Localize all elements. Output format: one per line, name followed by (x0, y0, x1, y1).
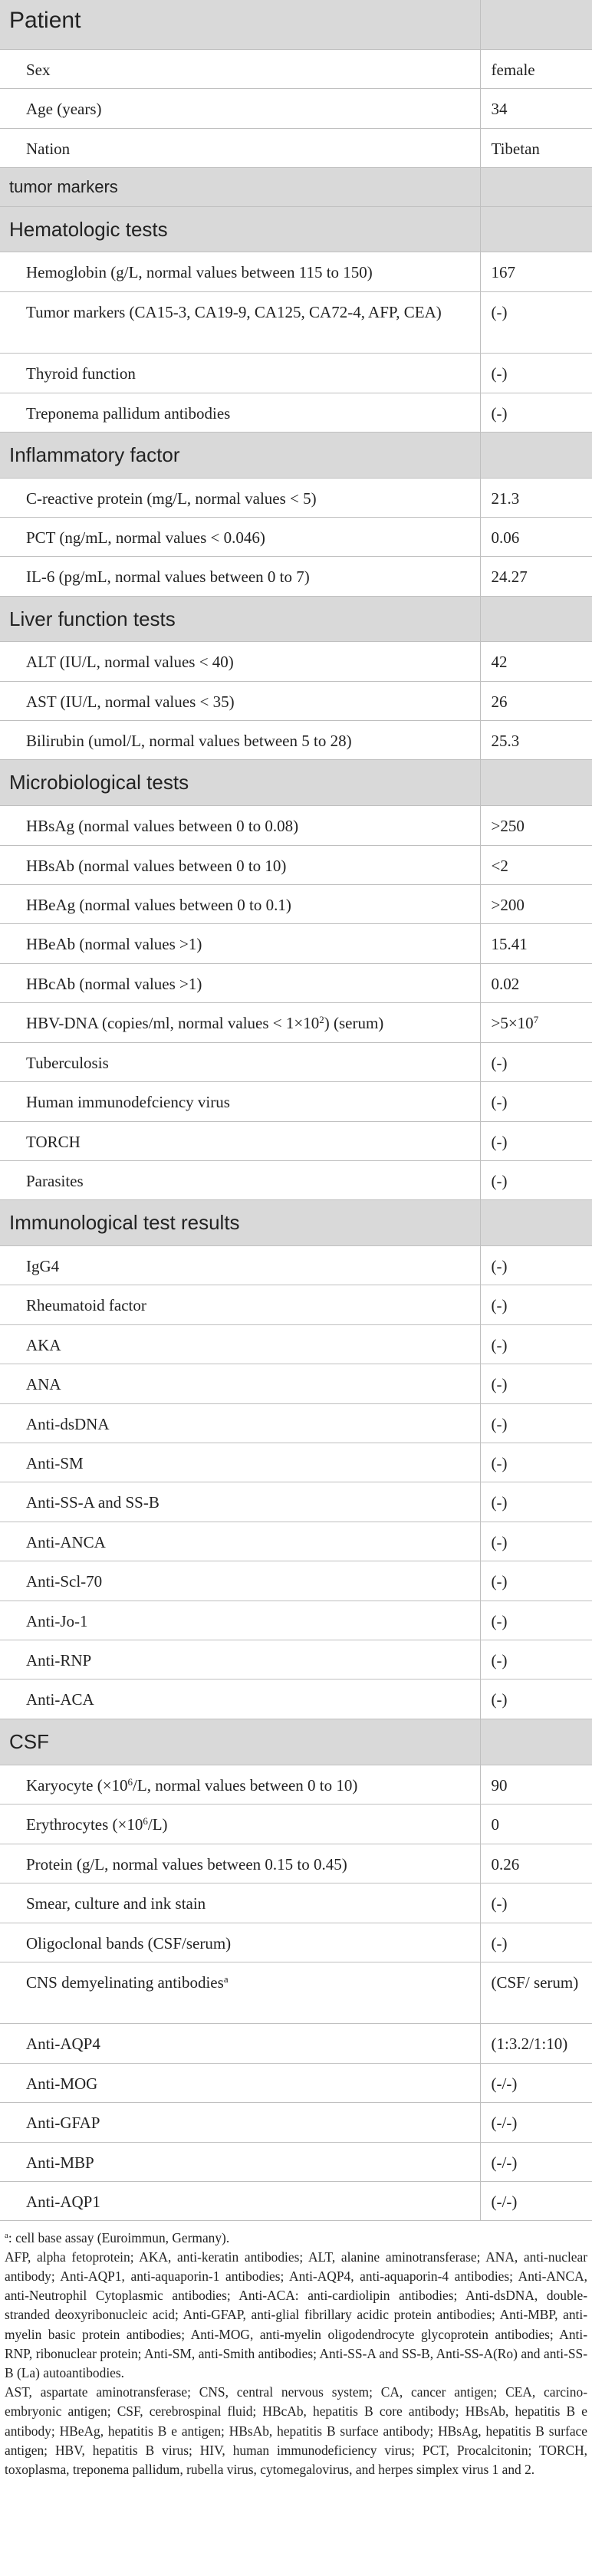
result-value: (-/-) (491, 2074, 518, 2093)
result-value-cell (480, 963, 592, 1002)
result-value: (-/-) (491, 2192, 518, 2211)
test-name-cell (0, 393, 480, 432)
test-name-cell (0, 128, 480, 167)
table-row (0, 1443, 592, 1482)
test-name: HBeAb (normal values >1) (26, 934, 202, 953)
section-header-csf (0, 1719, 592, 1765)
test-name-cell (0, 805, 480, 845)
result-value: (-) (491, 1414, 508, 1433)
table-row (0, 1364, 592, 1403)
table-row (0, 1482, 592, 1522)
section-title: Liver function tests (0, 596, 480, 641)
table-row (0, 556, 592, 596)
result-value-cell (480, 1121, 592, 1160)
table-row (0, 1285, 592, 1324)
test-name-cell (0, 1042, 480, 1081)
test-name: Tumor markers (CA15-3, CA19-9, CA125, CA72-4, AFP, CEA) (26, 302, 442, 321)
test-name: Smear, culture and ink stain (26, 1893, 206, 1913)
test-name: Anti-AQP1 (26, 2192, 100, 2211)
test-name: C-reactive protein (mg/L, normal values < 5) (26, 489, 317, 508)
table-row (0, 1160, 592, 1199)
test-name-cell (0, 252, 480, 291)
test-name: IL-6 (pg/mL, normal values between 0 to 7) (26, 567, 310, 586)
test-name: IgG4 (26, 1256, 60, 1275)
test-name-cell (0, 963, 480, 1002)
test-name: Anti-SM (26, 1453, 84, 1472)
table-row (0, 1403, 592, 1443)
table-row (0, 1324, 592, 1364)
result-value: (-) (491, 1132, 508, 1151)
result-value-cell (480, 2063, 592, 2102)
table-row (0, 1081, 592, 1121)
table-row (0, 1002, 592, 1042)
test-name-cell (0, 2142, 480, 2181)
result-value-cell (480, 1923, 592, 1962)
result-value: (-/-) (491, 2113, 518, 2132)
table-row (0, 2102, 592, 2142)
result-value-cell (480, 1482, 592, 1522)
result-value-cell (480, 641, 592, 681)
result-value: (-) (491, 1571, 508, 1591)
table-row (0, 2023, 592, 2063)
table-row (0, 1923, 592, 1962)
result-value: (-) (491, 1611, 508, 1630)
result-value-cell (480, 1002, 592, 1042)
test-name-cell (0, 49, 480, 88)
test-name-cell (0, 478, 480, 517)
result-value: (-) (491, 403, 508, 423)
test-name: Anti-RNP (26, 1650, 92, 1670)
result-value-cell (480, 88, 592, 128)
result-value-cell (480, 923, 592, 963)
test-name: Karyocyte (×10 (26, 1775, 128, 1795)
result-value-cell (480, 1765, 592, 1804)
test-name: Anti-Scl-70 (26, 1571, 103, 1591)
test-name-cell (0, 1883, 480, 1923)
test-name-cell (0, 641, 480, 681)
result-value-cell (480, 884, 592, 923)
test-name: ANA (26, 1374, 61, 1393)
result-value: <2 (491, 856, 508, 875)
test-name-cell (0, 291, 480, 353)
test-name: Human immunodefciency virus (26, 1092, 230, 1111)
section-title: tumor markers (0, 167, 480, 206)
test-name: Treponema pallidum antibodies (26, 403, 231, 423)
result-value: 42 (491, 652, 508, 671)
table-row (0, 963, 592, 1002)
test-name: AST (IU/L, normal values < 35) (26, 692, 235, 711)
section-title: CSF (0, 1719, 480, 1765)
result-value: (-) (491, 1893, 508, 1913)
test-name-cell (0, 845, 480, 884)
result-value-cell (480, 720, 592, 759)
result-value: 0 (491, 1814, 499, 1834)
test-name-cell (0, 2063, 480, 2102)
test-name-cell (0, 1640, 480, 1679)
section-title: Microbiological tests (0, 759, 480, 805)
result-value: (-) (491, 1689, 508, 1709)
test-name: CNS demyelinating antibodies (26, 1972, 224, 1992)
test-name: Bilirubin (umol/L, normal values between 5 to 28) (26, 731, 352, 750)
test-name: TORCH (26, 1132, 81, 1151)
test-name-cell (0, 1962, 480, 2023)
result-value-cell (480, 845, 592, 884)
test-name: HBcAb (normal values >1) (26, 974, 202, 993)
test-name-superscript: 6 (143, 1814, 148, 1827)
test-name-cell (0, 1482, 480, 1522)
result-value: >5×10 (491, 1013, 534, 1032)
test-name-cell (0, 556, 480, 596)
section-header-blank (480, 1719, 592, 1765)
test-name-cell (0, 923, 480, 963)
test-name: Anti-GFAP (26, 2113, 100, 2132)
result-value-cell (480, 1679, 592, 1719)
result-value-cell (480, 556, 592, 596)
result-value: (CSF/ serum) (491, 1972, 579, 1992)
footnote-a (5, 2229, 587, 2248)
test-name: Age (years) (26, 99, 102, 118)
result-value-cell (480, 2023, 592, 2063)
result-value-cell (480, 252, 592, 291)
table-row (0, 805, 592, 845)
table-row (0, 1042, 592, 1081)
section-header-blank (480, 596, 592, 641)
table-row (0, 2142, 592, 2181)
test-name-cell (0, 2102, 480, 2142)
result-value: (-) (491, 1374, 508, 1393)
test-name-suffix: /L) (147, 1814, 168, 1834)
result-value-cell (480, 1245, 592, 1285)
result-value-cell (480, 1285, 592, 1324)
test-name-cell (0, 1324, 480, 1364)
section-header-blank (480, 759, 592, 805)
result-value-cell (480, 393, 592, 432)
result-value: (-) (491, 1335, 508, 1354)
test-name: HBV-DNA (copies/ml, normal values < 1×10 (26, 1013, 320, 1032)
result-value: 167 (491, 262, 515, 281)
section-header-blank (480, 167, 592, 206)
table-row (0, 1601, 592, 1640)
result-value: 0.06 (491, 528, 520, 547)
table-row (0, 2063, 592, 2102)
section-header-patient (0, 0, 592, 49)
test-name: Parasites (26, 1171, 84, 1190)
section-header-blank (480, 0, 592, 49)
footnote-a-text: : cell base assay (Euroimmun, Germany). (8, 2229, 230, 2245)
result-value: (-) (491, 1933, 508, 1953)
test-name: Anti-Jo-1 (26, 1611, 88, 1630)
section-header-blank (480, 1199, 592, 1245)
test-name: Anti-ACA (26, 1689, 94, 1709)
abbreviations-part-1: AFP, alpha fetoprotein; AKA, anti-keratin antibodies; ALT, alanine aminotransferase; ANA, anti-nuclear antibody; Anti-AQP1, anti-aquaporin-1 antibodies; Anti-AQP4, anti-aquaporin-4 antibodies; Anti-ANCA, anti-Neutrophil Cytoplasmic antibodies; Anti-ACA: anti-cardiolipin antibodies; Anti-dsDNA, double-stranded deoxyribonucleic acid; Anti-GFAP, anti-glial fibrillary acidic protein antibodies; Anti-MBP, anti-myelin basic protein antibodies; Anti-MOG, anti-myelin oligodendrocyte glycoprotein antibodies; Anti- RNP, ribonuclear protein; Anti-SM, anti-Smith antibodies; Anti-SS-A and SS-B, Anti-SS-A(Ro) and anti-SS-B (La) autoantibodies. (5, 2249, 587, 2380)
table-row (0, 1640, 592, 1679)
result-value-cell (480, 1403, 592, 1443)
test-name-cell (0, 1160, 480, 1199)
test-name-cell (0, 353, 480, 393)
result-value: >200 (491, 895, 525, 914)
test-name: Anti-dsDNA (26, 1414, 110, 1433)
result-value-cell (480, 1324, 592, 1364)
test-name-superscript: 2 (319, 1013, 324, 1025)
test-name: Anti-SS-A and SS-B (26, 1492, 160, 1512)
test-name-suffix: ) (serum) (324, 1013, 384, 1032)
test-name-cell (0, 1765, 480, 1804)
result-value: (-) (491, 1295, 508, 1314)
test-name: Anti-MOG (26, 2074, 98, 2093)
result-value: (-) (491, 1492, 508, 1512)
result-value: (-/-) (491, 2153, 518, 2172)
test-name: Nation (26, 139, 71, 158)
test-name-superscript: 6 (127, 1775, 133, 1788)
result-value-cell (480, 291, 592, 353)
result-value: 26 (491, 692, 508, 711)
section-header-hematologic-tests (0, 206, 592, 252)
test-name-cell (0, 681, 480, 720)
result-value: (-) (491, 1256, 508, 1275)
test-name-cell (0, 1403, 480, 1443)
test-name-cell (0, 1679, 480, 1719)
test-name: Erythrocytes (×10 (26, 1814, 143, 1834)
result-value: 90 (491, 1775, 508, 1795)
table-row (0, 1804, 592, 1844)
result-value-cell (480, 49, 592, 88)
result-value: Tibetan (491, 139, 540, 158)
result-value-cell (480, 805, 592, 845)
test-name-cell (0, 1245, 480, 1285)
test-name-cell (0, 1923, 480, 1962)
result-value-cell (480, 1883, 592, 1923)
table-row (0, 353, 592, 393)
result-value: female (491, 60, 535, 79)
test-name: Tuberculosis (26, 1053, 109, 1072)
result-value-cell (480, 1844, 592, 1883)
result-value-cell (480, 681, 592, 720)
test-name-cell (0, 1002, 480, 1042)
table-row (0, 720, 592, 759)
table-row (0, 884, 592, 923)
result-value-cell (480, 1042, 592, 1081)
result-value-cell (480, 1160, 592, 1199)
test-name-cell (0, 1443, 480, 1482)
test-name-superscript: a (223, 1972, 229, 1985)
test-name-cell (0, 720, 480, 759)
test-name-cell (0, 517, 480, 556)
result-value: 21.3 (491, 489, 520, 508)
result-value: (-) (491, 1053, 508, 1072)
table-row (0, 2181, 592, 2220)
result-value: 34 (491, 99, 508, 118)
section-header-blank (480, 432, 592, 478)
result-value-cell (480, 1443, 592, 1482)
table-row (0, 128, 592, 167)
result-value-cell (480, 2142, 592, 2181)
test-name-cell (0, 2181, 480, 2220)
result-value: 24.27 (491, 567, 528, 586)
table-row (0, 478, 592, 517)
test-name-suffix: /L, normal values between 0 to 10) (133, 1775, 358, 1795)
test-name-cell (0, 1844, 480, 1883)
result-value-cell (480, 128, 592, 167)
test-name: AKA (26, 1335, 61, 1354)
section-title: Hematologic tests (0, 206, 480, 252)
table-row (0, 1962, 592, 2023)
result-value: (1:3.2/1:10) (491, 2034, 568, 2053)
test-name-cell (0, 884, 480, 923)
result-value: (-) (491, 1171, 508, 1190)
test-name: Protein (g/L, normal values between 0.15 to 0.45) (26, 1854, 347, 1874)
result-value: 0.02 (491, 974, 520, 993)
table-row (0, 88, 592, 128)
section-header-liver-function-tests (0, 596, 592, 641)
result-value-cell (480, 1601, 592, 1640)
result-value-cell (480, 517, 592, 556)
result-value: 25.3 (491, 731, 520, 750)
test-name-cell (0, 2023, 480, 2063)
result-value-cell (480, 353, 592, 393)
test-name-cell (0, 1601, 480, 1640)
test-name: Sex (26, 60, 51, 79)
test-name-cell (0, 1081, 480, 1121)
result-value-cell (480, 1522, 592, 1561)
result-value-cell (480, 478, 592, 517)
test-name: ALT (IU/L, normal values < 40) (26, 652, 234, 671)
table-row (0, 1245, 592, 1285)
section-header-inflammatory-factor (0, 432, 592, 478)
result-value: (-) (491, 1650, 508, 1670)
table-row (0, 923, 592, 963)
result-value: 15.41 (491, 934, 528, 953)
result-value-cell (480, 1640, 592, 1679)
test-name-cell (0, 1364, 480, 1403)
table-row (0, 845, 592, 884)
test-name: PCT (ng/mL, normal values < 0.046) (26, 528, 265, 547)
test-name-cell (0, 1804, 480, 1844)
section-title: Inflammatory factor (0, 432, 480, 478)
section-header-blank (480, 206, 592, 252)
test-name: Anti-MBP (26, 2153, 94, 2172)
test-name: HBeAg (normal values between 0 to 0.1) (26, 895, 291, 914)
test-name: HBsAb (normal values between 0 to 10) (26, 856, 287, 875)
table-row (0, 291, 592, 353)
table-row (0, 49, 592, 88)
table-row (0, 252, 592, 291)
table-row (0, 641, 592, 681)
result-value: (-) (491, 1532, 508, 1551)
test-name-cell (0, 1285, 480, 1324)
test-name: HBsAg (normal values between 0 to 0.08) (26, 816, 299, 835)
table-row (0, 1561, 592, 1601)
section-title: Immunological test results (0, 1199, 480, 1245)
result-value: (-) (491, 364, 508, 383)
table-row (0, 1844, 592, 1883)
test-name: Thyroid function (26, 364, 136, 383)
table-row (0, 1679, 592, 1719)
table-row (0, 1883, 592, 1923)
table-footnotes (0, 2221, 592, 2480)
table-row (0, 1121, 592, 1160)
test-name: Hemoglobin (g/L, normal values between 115 to 150) (26, 262, 373, 281)
section-header-tumor-markers (0, 167, 592, 206)
result-value: (-) (491, 1453, 508, 1472)
result-value: (-) (491, 1092, 508, 1111)
test-name: Anti-AQP4 (26, 2034, 100, 2053)
result-value-cell (480, 1364, 592, 1403)
result-value: 0.26 (491, 1854, 520, 1874)
table-row (0, 393, 592, 432)
test-name: Anti-ANCA (26, 1532, 106, 1551)
test-name-cell (0, 1522, 480, 1561)
result-value-superscript: 7 (533, 1013, 539, 1025)
result-value-cell (480, 1804, 592, 1844)
test-name-cell (0, 88, 480, 128)
table-row (0, 1522, 592, 1561)
result-value-cell (480, 2181, 592, 2220)
result-value: >250 (491, 816, 525, 835)
result-value-cell (480, 1081, 592, 1121)
result-value-cell (480, 1962, 592, 2023)
result-value-cell (480, 1561, 592, 1601)
section-header-immunological-test-results (0, 1199, 592, 1245)
table-row (0, 1765, 592, 1804)
table-row (0, 517, 592, 556)
result-value: (-) (491, 302, 508, 321)
test-name: Oligoclonal bands (CSF/serum) (26, 1933, 232, 1953)
table-row (0, 681, 592, 720)
test-name-cell (0, 1561, 480, 1601)
abbreviations-part-2: AST, aspartate aminotransferase; CNS, central nervous system; CA, cancer antigen; CEA, carcino-embryonic antigen; CSF, cerebrospinal fluid; HBcAb, hepatitis B core antibody; HBsAb, hepatitis B e antibody; HBeAg, hepatitis B e antigen; HBsAb, hepatitis B surface antibody; HBsAg, hepatitis B surface antigen; HBV, hepatitis B virus; HIV, human immunodeficiency virus; PCT, Procalcitonin; TORCH, toxoplasma, treponema pallidum, rubella virus, cytomegalovirus, and herpes simplex virus 1 and 2. (5, 2384, 587, 2477)
section-header-microbiological-tests (0, 759, 592, 805)
footnote-a-marker: a (5, 2230, 8, 2240)
test-name: Rheumatoid factor (26, 1295, 146, 1314)
test-name-cell (0, 1121, 480, 1160)
result-value-cell (480, 2102, 592, 2142)
section-title: Patient (0, 0, 480, 49)
